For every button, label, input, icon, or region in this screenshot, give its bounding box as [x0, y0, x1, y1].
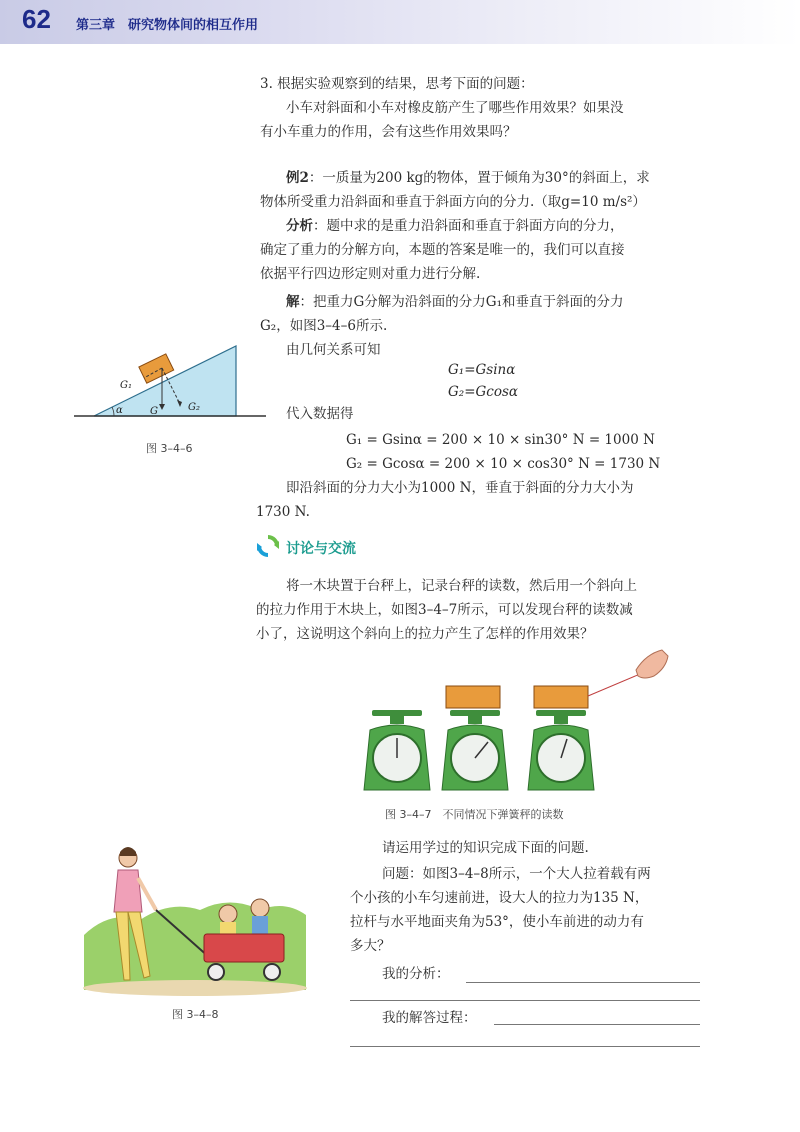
wagon-figure — [80, 840, 310, 1000]
pull-string — [588, 674, 640, 696]
child-2 — [251, 899, 269, 917]
discussion-line2: 的拉力作用于木块上，如图3–4–7所示，可以发现台秤的读数减 — [256, 602, 633, 618]
question-3-line2: 小车对斜面和小车对橡皮筋产生了哪些作用效果？如果没 — [286, 100, 624, 116]
analysis-label: 分析 — [286, 218, 313, 234]
example-text: ：一质量为200 kg的物体，置于倾角为30°的斜面上，求 — [308, 170, 650, 186]
analysis-line2: 确定了重力的分解方向，本题的答案是唯一的，我们可以直接 — [260, 242, 625, 258]
my-analysis-answer-line-2[interactable] — [350, 1000, 700, 1001]
solution-line2: G₂，如图3–4–6所示. — [260, 318, 388, 334]
figure-3-4-8-caption: 图 3–4–8 — [172, 1008, 219, 1021]
exercise-line1: 请运用学过的知识完成下面的问题. — [382, 840, 589, 856]
my-solution-answer-line[interactable] — [494, 1024, 700, 1025]
analysis-line3: 依据平行四边形定则对重力进行分解. — [260, 266, 481, 282]
block-3 — [534, 686, 588, 708]
exercise-line4: 拉杆与水平地面夹角为53°，使小车前进的动力有 — [350, 914, 644, 930]
ground — [83, 980, 307, 996]
label-g: G — [150, 406, 158, 417]
wagon-wheel-1 — [208, 964, 224, 980]
my-solution-label: 我的解答过程： — [382, 1010, 477, 1026]
conclusion-line2: 1730 N. — [256, 504, 310, 520]
exercise-line2: 问题：如图3–4–8所示，一个大人拉着载有两 — [382, 866, 651, 882]
refresh-icon — [254, 532, 282, 560]
example-2-line2: 物体所受重力沿斜面和垂直于斜面方向的分力.（取g=10 m/s²） — [260, 194, 646, 210]
solution-line1 — [286, 290, 623, 314]
figure-3-4-6-caption: 图 3–4–6 — [146, 442, 193, 455]
question-3-line1: 3. 根据实验观察到的结果，思考下面的问题： — [260, 76, 534, 92]
my-analysis-answer-line[interactable] — [466, 982, 700, 983]
substitute-text: 代入数据得 — [286, 406, 354, 422]
scales-figure — [350, 640, 680, 800]
child-1 — [219, 905, 237, 923]
question-3-line3: 有小车重力的作用，会有这些作用效果吗？ — [260, 124, 517, 140]
conclusion-line1: 即沿斜面的分力大小为1000 N，垂直于斜面的分力大小为 — [286, 480, 634, 496]
formula-g1-value: G₁ = Gsinα = 200 × 10 × sin30° N = 1000 N — [346, 432, 655, 448]
discussion-title: 讨论与交流 — [286, 541, 356, 557]
example-2-line1 — [286, 166, 650, 190]
solution-text: ：把重力G分解为沿斜面的分力G₁和垂直于斜面的分力 — [299, 294, 624, 310]
scale-3 — [528, 686, 594, 790]
solution-line3: 由几何关系可知 — [286, 342, 381, 358]
block-2 — [446, 686, 500, 708]
discussion-line1: 将一木块置于台秤上，记录台秤的读数，然后用一个斜向上 — [286, 578, 637, 594]
formula-g2: G₂=Gcosα — [448, 384, 519, 400]
figure-3-4-7-caption: 图 3–4–7 不同情况下弹簧秤的读数 — [385, 808, 564, 821]
analysis-line1 — [286, 214, 624, 238]
label-alpha: α — [116, 405, 123, 416]
my-analysis-label: 我的分析： — [382, 966, 450, 982]
formula-g2-value: G₂ = Gcosα = 200 × 10 × cos30° N = 1730 N — [346, 456, 661, 472]
formula-g1: G₁=Gsinα — [448, 362, 516, 378]
discussion-line3: 小了，这说明这个斜向上的拉力产生了怎样的作用效果？ — [256, 626, 594, 642]
wagon-body — [204, 934, 284, 962]
my-solution-answer-line-2[interactable] — [350, 1046, 700, 1047]
chapter-title: 第三章 研究物体间的相互作用 — [76, 18, 259, 33]
label-g1: G₁ — [120, 380, 132, 391]
exercise-line3: 个小孩的小车匀速前进，设大人的拉力为135 N， — [350, 890, 649, 906]
solution-label: 解 — [286, 294, 300, 310]
scale-1 — [364, 710, 430, 790]
incline-figure — [70, 340, 270, 425]
analysis-text: ：题中求的是重力沿斜面和垂直于斜面方向的分力， — [313, 218, 624, 234]
wagon-wheel-2 — [264, 964, 280, 980]
page-number: 62 — [22, 4, 51, 34]
example-label: 例2 — [286, 170, 309, 186]
scale-2 — [442, 686, 508, 790]
label-g2: G₂ — [188, 402, 200, 413]
hand — [636, 650, 668, 678]
exercise-line5: 多大？ — [350, 938, 391, 954]
